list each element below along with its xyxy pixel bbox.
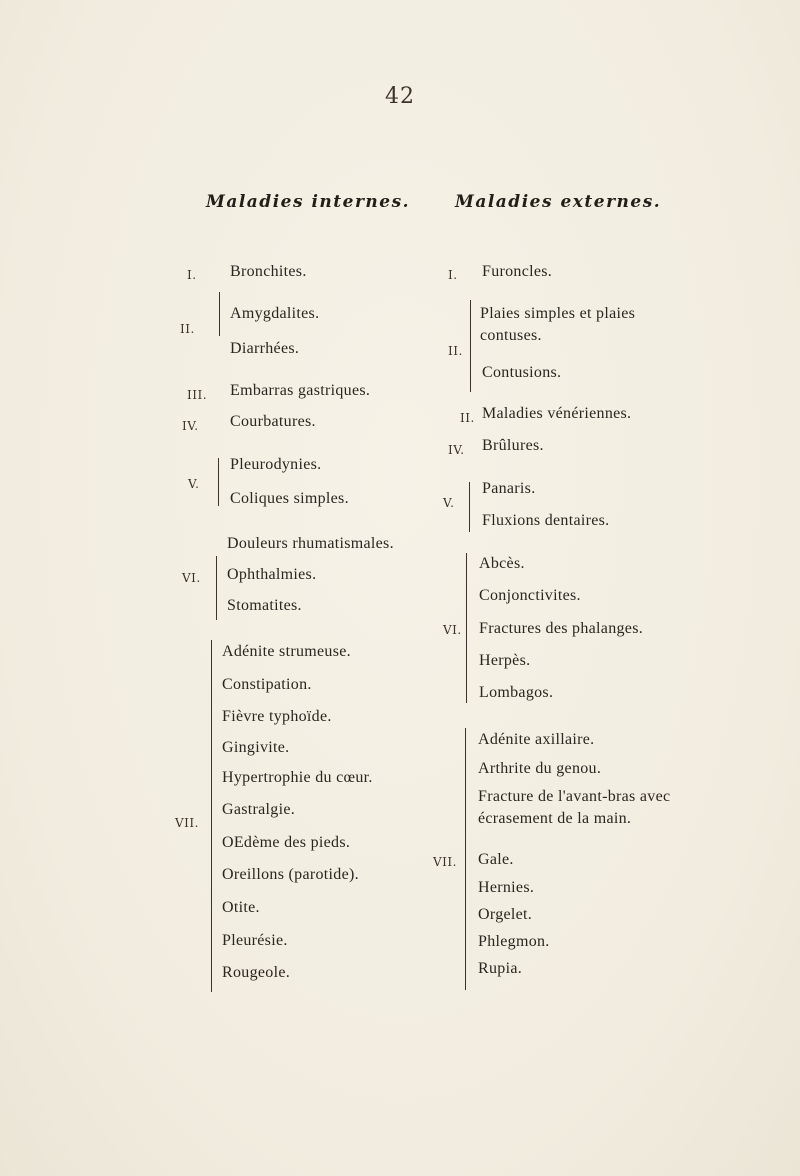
numeral-internal-7: VII. <box>175 816 199 830</box>
numeral-external-1: I. <box>448 268 458 282</box>
list-item-text: Fracture de l'avant-bras avec écrasement de la main. <box>478 788 671 827</box>
brace <box>469 482 476 532</box>
list-item: Amygdalites. <box>230 305 320 322</box>
list-item: Fluxions dentaires. <box>482 512 610 529</box>
list-item: Diarrhées. <box>230 340 300 357</box>
list-item: Pleurésie. <box>222 932 288 949</box>
list-item: Fractures des phalanges. <box>479 620 644 637</box>
brace <box>465 728 472 990</box>
brace <box>211 640 218 992</box>
heading-external-diseases: Maladies externes. <box>455 192 662 212</box>
list-item: Adénite strumeuse. <box>222 643 351 660</box>
list-item: Douleurs rhumatismales. <box>227 535 394 552</box>
numeral-external-2: II. <box>448 344 463 358</box>
list-item: Rougeole. <box>222 964 291 981</box>
list-item: Stomatites. <box>227 597 302 614</box>
numeral-internal-1: I. <box>187 268 197 282</box>
brace <box>218 458 225 506</box>
list-item: Panaris. <box>482 480 536 497</box>
list-item: Conjonctivites. <box>479 587 581 604</box>
heading-internal-diseases: Maladies internes. <box>206 192 411 212</box>
list-item: OEdème des pieds. <box>222 834 351 851</box>
list-item: Gingivite. <box>222 739 290 756</box>
list-item: Brûlures. <box>482 437 544 454</box>
list-item: Gastralgie. <box>222 801 296 818</box>
numeral-external-4: IV. <box>448 443 465 457</box>
brace <box>216 556 223 620</box>
list-item: Courbatures. <box>230 413 316 430</box>
list-item: Hypertrophie du cœur. <box>222 769 373 786</box>
list-item: Furoncles. <box>482 263 553 280</box>
brace <box>470 300 477 392</box>
list-item: Embarras gastriques. <box>230 382 371 399</box>
list-item: Rupia. <box>478 960 523 977</box>
list-item: Orgelet. <box>478 906 533 923</box>
list-item <box>480 303 690 347</box>
numeral-internal-6: VI. <box>182 571 201 585</box>
numeral-external-7: VII. <box>433 855 457 869</box>
numeral-external-6: VI. <box>443 623 462 637</box>
list-item: Otite. <box>222 899 260 916</box>
list-item: Coliques simples. <box>230 490 349 507</box>
list-item <box>478 786 678 830</box>
list-item: Constipation. <box>222 676 312 693</box>
list-item: Phlegmon. <box>478 933 550 950</box>
list-item: Hernies. <box>478 879 535 896</box>
brace <box>466 553 473 703</box>
list-item: Adénite axillaire. <box>478 731 595 748</box>
list-item: Oreillons (parotide). <box>222 866 359 883</box>
list-item: Ophthalmies. <box>227 566 317 583</box>
numeral-external-3: II. <box>460 411 475 425</box>
list-item: Fièvre typhoïde. <box>222 708 332 725</box>
brace <box>219 292 226 336</box>
list-item: Gale. <box>478 851 514 868</box>
numeral-internal-5: V. <box>188 477 200 491</box>
list-item: Maladies vénériennes. <box>482 405 632 422</box>
numeral-internal-4: IV. <box>182 419 199 433</box>
numeral-external-5: V. <box>443 496 455 510</box>
list-item: Lombagos. <box>479 684 554 701</box>
list-item: Herpès. <box>479 652 531 669</box>
list-item: Pleurodynies. <box>230 456 322 473</box>
numeral-internal-2: II. <box>180 322 195 336</box>
list-item: Arthrite du genou. <box>478 760 602 777</box>
numeral-internal-3: III. <box>187 388 208 402</box>
list-item-text: Plaies simples et plaies contuses. <box>480 305 636 344</box>
page-number: 42 <box>385 84 415 109</box>
list-item: Abcès. <box>479 555 525 572</box>
list-item: Contusions. <box>482 364 562 381</box>
list-item: Bronchites. <box>230 263 307 280</box>
